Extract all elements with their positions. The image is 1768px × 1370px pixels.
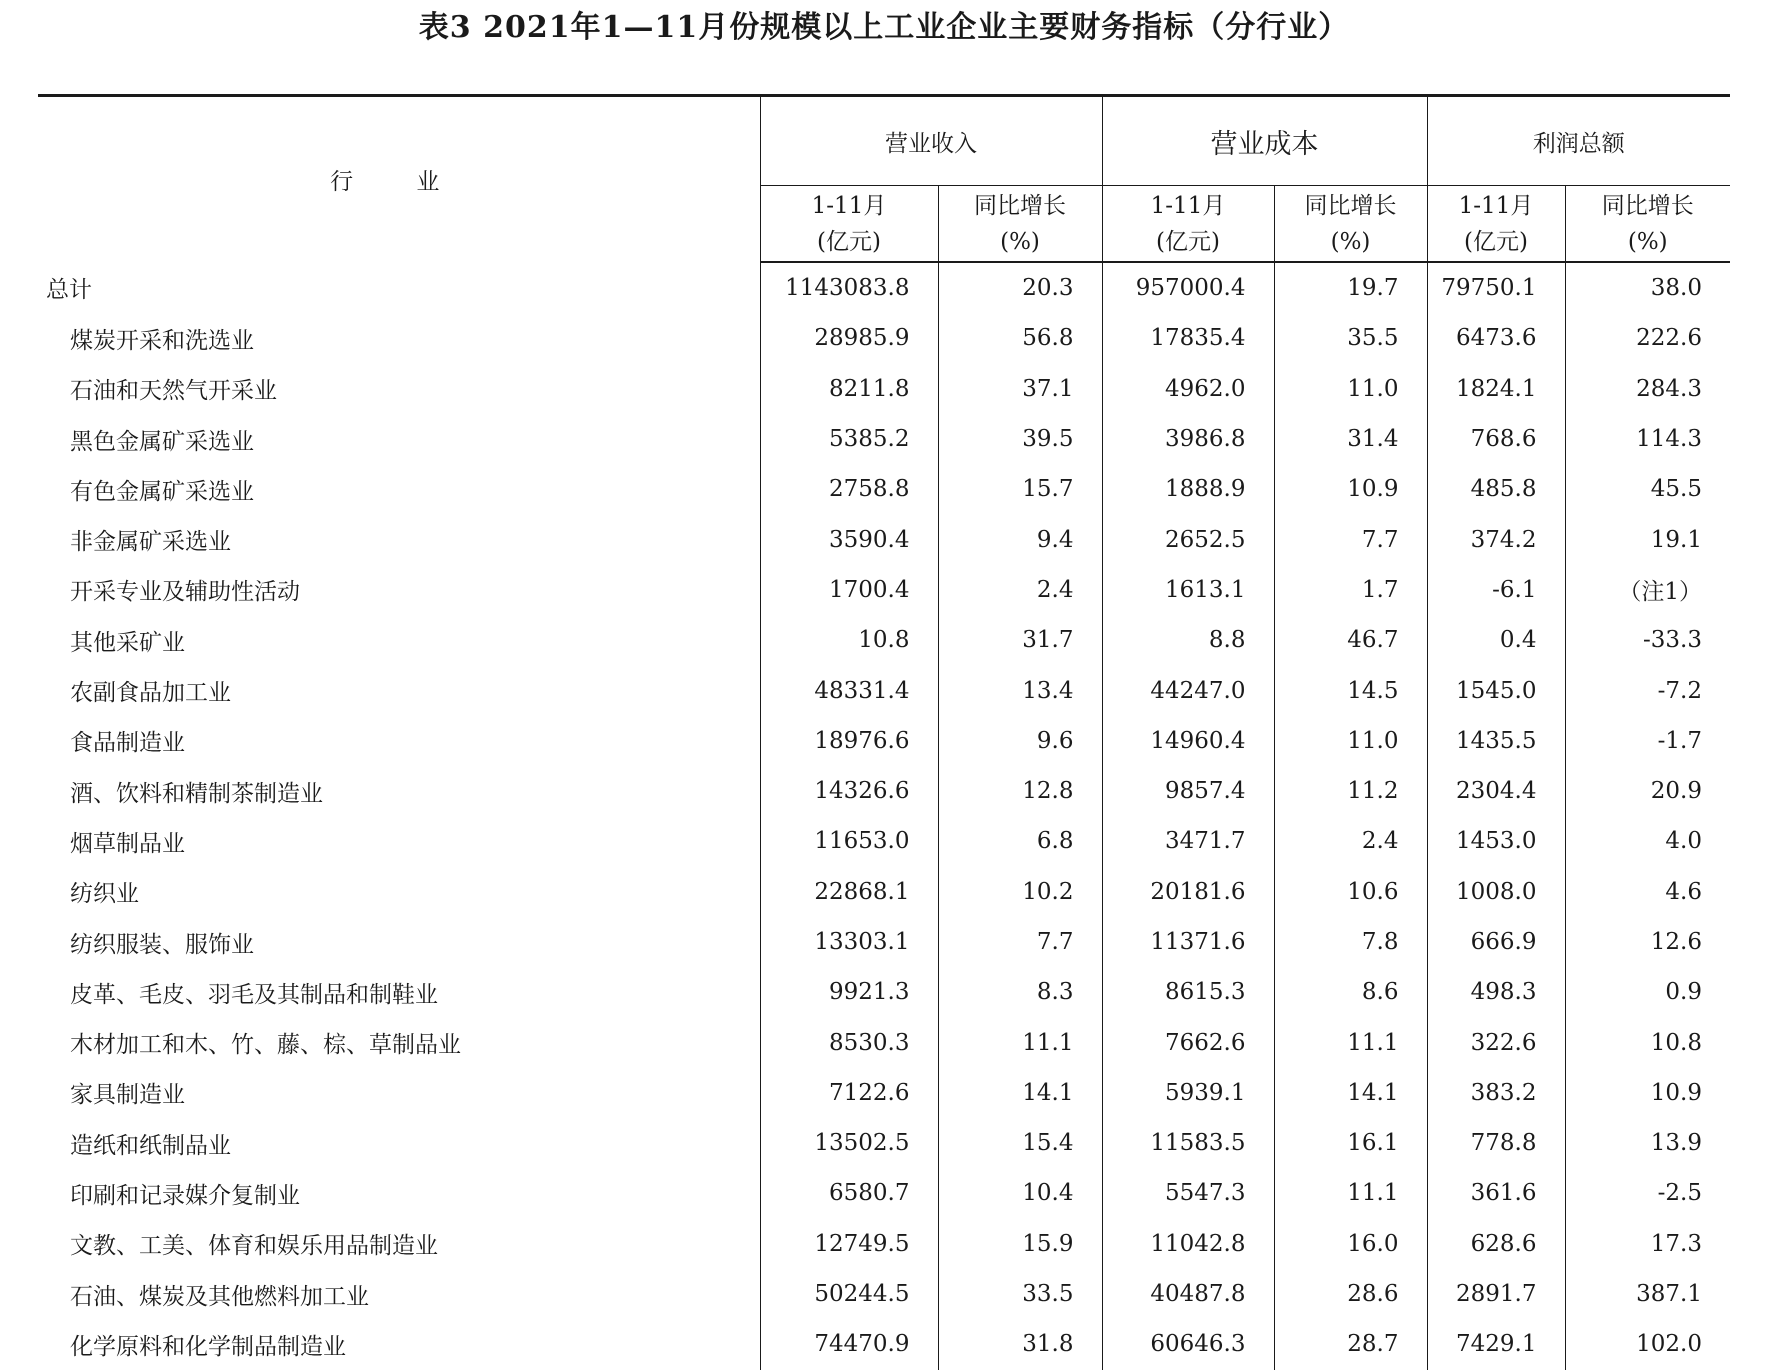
table-row <box>38 816 1730 866</box>
cost-cell: 20181.6 <box>1102 867 1274 917</box>
revenue-growth-cell: 11.1 <box>938 1017 1102 1067</box>
revenue-cell: 74470.9 <box>760 1319 938 1369</box>
revenue-growth-cell: 39.5 <box>938 414 1102 464</box>
cost-cell: 1613.1 <box>1102 565 1274 615</box>
profit-growth-cell: 0.9 <box>1565 967 1730 1017</box>
industry-name-cell: 食品制造业 <box>70 730 185 757</box>
industry-name-cell: 石油和天然气开采业 <box>70 378 277 405</box>
profit-growth-cell: 114.3 <box>1565 414 1730 464</box>
revenue-cell: 14326.6 <box>760 766 938 816</box>
cost-cell: 5939.1 <box>1102 1068 1274 1118</box>
profit-cell: 2304.4 <box>1427 766 1565 816</box>
profit-growth-cell: 4.6 <box>1565 867 1730 917</box>
profit-growth-cell: 102.0 <box>1565 1319 1730 1369</box>
revenue-growth-cell: 15.7 <box>938 464 1102 514</box>
cost-growth-cell: 11.0 <box>1274 364 1427 414</box>
cost-growth-cell: 14.1 <box>1274 1068 1427 1118</box>
table-body <box>38 262 1730 1370</box>
cost-growth-cell: 16.0 <box>1274 1219 1427 1269</box>
revenue-cell: 1143083.8 <box>760 262 938 313</box>
industry-name-cell: 酒、饮料和精制茶制造业 <box>70 780 323 807</box>
cost-growth-cell: 14.5 <box>1274 665 1427 715</box>
revenue-growth-cell: 56.8 <box>938 313 1102 363</box>
unit-label: (亿元) <box>1156 228 1220 255</box>
cost-growth-cell: 31.4 <box>1274 414 1427 464</box>
revenue-growth-header <box>938 186 1102 263</box>
profit-cell: 1824.1 <box>1427 364 1565 414</box>
industry-name-cell: 开采专业及辅助性活动 <box>70 579 300 606</box>
profit-period-header <box>1427 186 1565 263</box>
cost-header: 营业成本 <box>1102 96 1427 186</box>
cost-growth-cell: 8.6 <box>1274 967 1427 1017</box>
cost-growth-header <box>1274 186 1427 263</box>
revenue-cell: 7122.6 <box>760 1068 938 1118</box>
cost-growth-cell: 11.0 <box>1274 716 1427 766</box>
revenue-cell: 6580.7 <box>760 1168 938 1218</box>
revenue-growth-cell: 15.9 <box>938 1219 1102 1269</box>
profit-cell: 322.6 <box>1427 1017 1565 1067</box>
table-row <box>38 1017 1730 1067</box>
cost-cell: 17835.4 <box>1102 313 1274 363</box>
cost-growth-cell: 28.7 <box>1274 1319 1427 1369</box>
revenue-cell: 9921.3 <box>760 967 938 1017</box>
unit-label: (亿元) <box>817 228 881 255</box>
cost-growth-cell: 46.7 <box>1274 615 1427 665</box>
industry-name-cell: 有色金属矿采选业 <box>70 478 254 505</box>
table-title: 表3 2021年1—11月份规模以上工业企业主要财务指标（分行业） <box>418 10 1350 45</box>
profit-cell: 374.2 <box>1427 514 1565 564</box>
industry-name-cell: 其他采矿业 <box>70 629 185 656</box>
revenue-cell: 3590.4 <box>760 514 938 564</box>
table-row <box>38 967 1730 1017</box>
period-label: 1-11月 <box>811 192 887 219</box>
profit-growth-cell: 13.9 <box>1565 1118 1730 1168</box>
profit-cell: 1545.0 <box>1427 665 1565 715</box>
profit-cell: 79750.1 <box>1427 262 1565 313</box>
cost-growth-cell: 35.5 <box>1274 313 1427 363</box>
profit-cell: -6.1 <box>1427 565 1565 615</box>
profit-cell: 778.8 <box>1427 1118 1565 1168</box>
table-row <box>38 262 1730 313</box>
industry-name-cell: 石油、煤炭及其他燃料加工业 <box>70 1283 369 1310</box>
revenue-cell: 8530.3 <box>760 1017 938 1067</box>
cost-cell: 40487.8 <box>1102 1269 1274 1319</box>
cost-cell: 11042.8 <box>1102 1219 1274 1269</box>
cost-cell: 8615.3 <box>1102 967 1274 1017</box>
revenue-growth-cell: 31.8 <box>938 1319 1102 1369</box>
revenue-growth-cell: 31.7 <box>938 615 1102 665</box>
growth-label: 同比增长 <box>1601 192 1694 219</box>
profit-growth-cell: 20.9 <box>1565 766 1730 816</box>
industry-header: 行 业 <box>330 169 468 195</box>
cost-cell: 2652.5 <box>1102 514 1274 564</box>
financial-indicators-table <box>38 94 1730 1370</box>
industry-name-cell: 烟草制品业 <box>70 830 185 857</box>
cost-cell: 60646.3 <box>1102 1319 1274 1369</box>
cost-cell: 11371.6 <box>1102 917 1274 967</box>
profit-cell: 485.8 <box>1427 464 1565 514</box>
industry-name-cell: 农副食品加工业 <box>70 680 231 707</box>
profit-growth-cell: 10.9 <box>1565 1068 1730 1118</box>
period-label: 1-11月 <box>1150 192 1226 219</box>
table-row <box>38 1219 1730 1269</box>
revenue-growth-cell: 6.8 <box>938 816 1102 866</box>
profit-cell: 1008.0 <box>1427 867 1565 917</box>
percent-label: (%) <box>1330 228 1371 255</box>
revenue-cell: 5385.2 <box>760 414 938 464</box>
cost-cell: 957000.4 <box>1102 262 1274 313</box>
profit-growth-cell: 12.6 <box>1565 917 1730 967</box>
revenue-cell: 18976.6 <box>760 716 938 766</box>
profit-growth-cell: 387.1 <box>1565 1269 1730 1319</box>
profit-growth-cell: （注1） <box>1565 565 1730 615</box>
revenue-growth-cell: 14.1 <box>938 1068 1102 1118</box>
profit-cell: 1453.0 <box>1427 816 1565 866</box>
table-row <box>38 1168 1730 1218</box>
cost-growth-cell: 1.7 <box>1274 565 1427 615</box>
profit-growth-cell: 38.0 <box>1565 262 1730 313</box>
cost-growth-cell: 10.9 <box>1274 464 1427 514</box>
cost-growth-cell: 28.6 <box>1274 1269 1427 1319</box>
industry-name-cell: 造纸和纸制品业 <box>70 1132 231 1159</box>
profit-cell: 768.6 <box>1427 414 1565 464</box>
industry-name-cell: 木材加工和木、竹、藤、棕、草制品业 <box>70 1032 461 1059</box>
growth-label: 同比增长 <box>974 192 1066 219</box>
cost-period-header <box>1102 186 1274 263</box>
revenue-growth-cell: 2.4 <box>938 565 1102 615</box>
industry-name-cell: 非金属矿采选业 <box>70 529 231 556</box>
industry-name-cell: 总计 <box>46 277 92 304</box>
table-row <box>38 414 1730 464</box>
revenue-cell: 11653.0 <box>760 816 938 866</box>
revenue-cell: 1700.4 <box>760 565 938 615</box>
profit-header: 利润总额 <box>1427 96 1730 186</box>
revenue-cell: 10.8 <box>760 615 938 665</box>
profit-cell: 1435.5 <box>1427 716 1565 766</box>
table-row <box>38 615 1730 665</box>
revenue-growth-cell: 9.4 <box>938 514 1102 564</box>
industry-name-cell: 化学原料和化学制品制造业 <box>70 1333 346 1360</box>
profit-growth-cell: -2.5 <box>1565 1168 1730 1218</box>
profit-growth-cell: 19.1 <box>1565 514 1730 564</box>
revenue-growth-cell: 20.3 <box>938 262 1102 313</box>
unit-label: (亿元) <box>1464 228 1528 255</box>
cost-growth-cell: 16.1 <box>1274 1118 1427 1168</box>
profit-growth-cell: -7.2 <box>1565 665 1730 715</box>
table-header <box>38 96 1730 263</box>
cost-cell: 9857.4 <box>1102 766 1274 816</box>
cost-cell: 3471.7 <box>1102 816 1274 866</box>
cost-growth-cell: 11.1 <box>1274 1168 1427 1218</box>
table-row <box>38 565 1730 615</box>
revenue-cell: 8211.8 <box>760 364 938 414</box>
cost-cell: 14960.4 <box>1102 716 1274 766</box>
revenue-header: 营业收入 <box>760 96 1102 186</box>
revenue-cell: 50244.5 <box>760 1269 938 1319</box>
growth-label: 同比增长 <box>1304 192 1397 219</box>
revenue-growth-cell: 13.4 <box>938 665 1102 715</box>
revenue-growth-cell: 9.6 <box>938 716 1102 766</box>
revenue-growth-cell: 37.1 <box>938 364 1102 414</box>
cost-cell: 8.8 <box>1102 615 1274 665</box>
revenue-cell: 22868.1 <box>760 867 938 917</box>
percent-label: (%) <box>1627 228 1668 255</box>
table-row <box>38 364 1730 414</box>
revenue-cell: 13303.1 <box>760 917 938 967</box>
cost-growth-cell: 2.4 <box>1274 816 1427 866</box>
table-row <box>38 1068 1730 1118</box>
table-row <box>38 867 1730 917</box>
table-row <box>38 1319 1730 1369</box>
profit-cell: 2891.7 <box>1427 1269 1565 1319</box>
profit-cell: 628.6 <box>1427 1219 1565 1269</box>
profit-cell: 6473.6 <box>1427 313 1565 363</box>
cost-cell: 5547.3 <box>1102 1168 1274 1218</box>
industry-name-cell: 煤炭开采和洗选业 <box>70 327 254 354</box>
cost-cell: 11583.5 <box>1102 1118 1274 1168</box>
industry-name-cell: 文教、工美、体育和娱乐用品制造业 <box>70 1233 438 1260</box>
percent-label: (%) <box>1000 228 1040 255</box>
revenue-period-header <box>760 186 938 263</box>
industry-name-cell: 黑色金属矿采选业 <box>70 428 254 455</box>
cost-growth-cell: 11.2 <box>1274 766 1427 816</box>
industry-name-cell: 纺织服装、服饰业 <box>70 931 254 958</box>
industry-name-cell: 印刷和记录媒介复制业 <box>70 1182 300 1209</box>
profit-growth-cell: 17.3 <box>1565 1219 1730 1269</box>
profit-cell: 666.9 <box>1427 917 1565 967</box>
cost-growth-cell: 11.1 <box>1274 1017 1427 1067</box>
revenue-cell: 2758.8 <box>760 464 938 514</box>
industry-name-cell: 纺织业 <box>70 881 139 908</box>
industry-name-cell: 家具制造业 <box>70 1082 185 1109</box>
revenue-growth-cell: 33.5 <box>938 1269 1102 1319</box>
cost-cell: 44247.0 <box>1102 665 1274 715</box>
industry-name-cell: 皮革、毛皮、羽毛及其制品和制鞋业 <box>70 981 438 1008</box>
table-row <box>38 514 1730 564</box>
revenue-growth-cell: 8.3 <box>938 967 1102 1017</box>
profit-growth-cell: 45.5 <box>1565 464 1730 514</box>
table-row <box>38 313 1730 363</box>
revenue-growth-cell: 10.2 <box>938 867 1102 917</box>
revenue-growth-cell: 7.7 <box>938 917 1102 967</box>
profit-growth-cell: 4.0 <box>1565 816 1730 866</box>
profit-cell: 361.6 <box>1427 1168 1565 1218</box>
revenue-cell: 13502.5 <box>760 1118 938 1168</box>
cost-cell: 4962.0 <box>1102 364 1274 414</box>
revenue-cell: 12749.5 <box>760 1219 938 1269</box>
profit-growth-cell: 10.8 <box>1565 1017 1730 1067</box>
table-row <box>38 917 1730 967</box>
profit-growth-cell: 222.6 <box>1565 313 1730 363</box>
profit-growth-header <box>1565 186 1730 263</box>
cost-growth-cell: 7.8 <box>1274 917 1427 967</box>
table-row <box>38 766 1730 816</box>
profit-cell: 498.3 <box>1427 967 1565 1017</box>
table-row <box>38 665 1730 715</box>
profit-cell: 7429.1 <box>1427 1319 1565 1369</box>
profit-growth-cell: 284.3 <box>1565 364 1730 414</box>
table-row <box>38 1118 1730 1168</box>
revenue-cell: 48331.4 <box>760 665 938 715</box>
cost-cell: 3986.8 <box>1102 414 1274 464</box>
cost-growth-cell: 19.7 <box>1274 262 1427 313</box>
profit-growth-cell: -33.3 <box>1565 615 1730 665</box>
table-row <box>38 716 1730 766</box>
revenue-growth-cell: 15.4 <box>938 1118 1102 1168</box>
profit-cell: 0.4 <box>1427 615 1565 665</box>
revenue-cell: 28985.9 <box>760 313 938 363</box>
cost-cell: 7662.6 <box>1102 1017 1274 1067</box>
cost-growth-cell: 10.6 <box>1274 867 1427 917</box>
table-row <box>38 1269 1730 1319</box>
cost-cell: 1888.9 <box>1102 464 1274 514</box>
revenue-growth-cell: 10.4 <box>938 1168 1102 1218</box>
period-label: 1-11月 <box>1458 192 1534 219</box>
profit-growth-cell: -1.7 <box>1565 716 1730 766</box>
table-row <box>38 464 1730 514</box>
financial-table-container <box>38 94 1730 1370</box>
profit-cell: 383.2 <box>1427 1068 1565 1118</box>
cost-growth-cell: 7.7 <box>1274 514 1427 564</box>
revenue-growth-cell: 12.8 <box>938 766 1102 816</box>
